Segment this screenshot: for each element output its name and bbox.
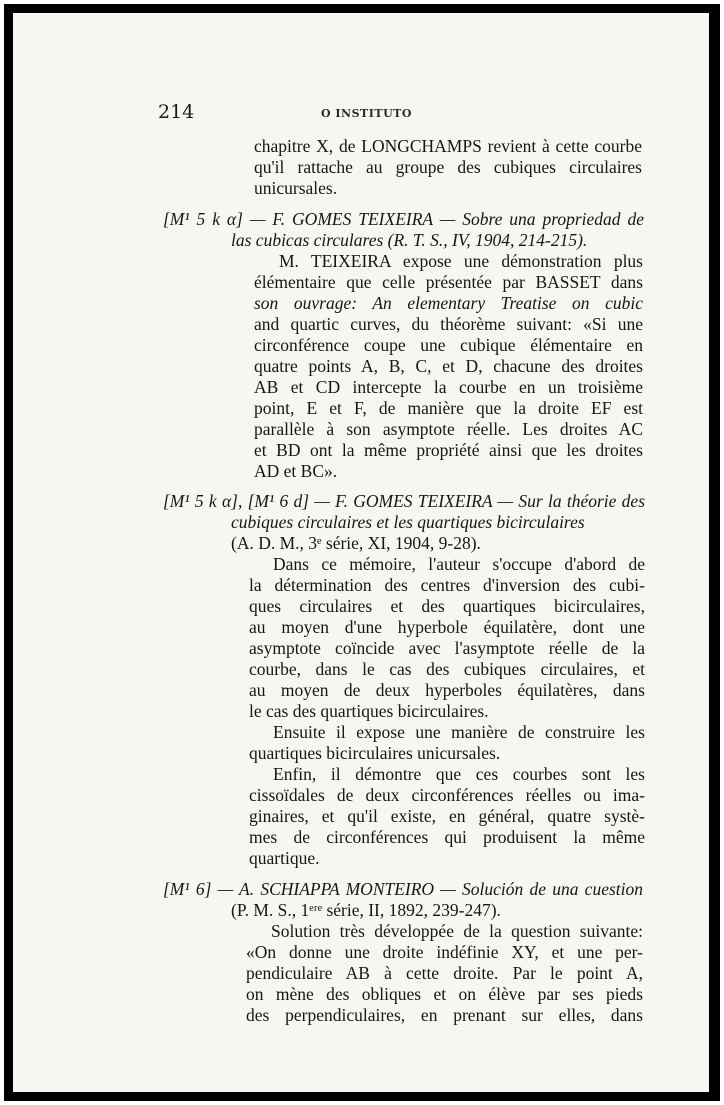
text-line: pendiculaire AB à cette droite. Par le point A, [246,963,643,983]
text-line: parallèle à son asymptote réelle. Les droites AC [254,419,643,439]
text-line: le cas des quartiques bicirculaires. [249,701,489,721]
text-line: Enfin, il démontre que ces courbes sont les [273,764,645,784]
text-line: Ensuite il expose une manière de construire les [273,722,645,742]
text-line: chapitre X, de LONGCHAMPS revient à cette courbe [254,136,642,156]
entry-heading: [M¹ 5 k α] — F. GOMES TEIXEIRA — Sobre una propriedad de [163,209,644,229]
text-line: son ouvrage: An elementary Treatise on cubic [254,293,643,313]
text-line: mes de circonférences qui produisent la même [249,827,645,847]
text-line: quatre points A, B, C, et D, chacune des droites [254,356,643,376]
text-line: au moyen de deux hyperboles équilatères, dans [249,680,645,700]
entry-citation: las cubicas circulares (R. T. S., IV, 1904, 214-215). [231,230,588,250]
text-line: Solution très développée de la question suivante: [271,921,643,941]
text-line: courbe, dans le cas des cubiques circulaires, et [249,659,645,679]
text-line: point, E et F, de manière que la droite EF est [254,398,643,418]
page-number: 214 [158,101,195,123]
page-frame [4,4,720,1101]
document-page [13,13,709,1092]
entry-title: cubiques circulaires et les quartiques bicirculaires [231,512,585,532]
text-line: Dans ce mémoire, l'auteur s'occupe d'abord de [273,554,645,574]
text-line: asymptote coïncide avec l'asymptote réelle de la [249,638,645,658]
text-line: on mène des obliques et on élève par ses pieds [246,984,643,1004]
text-line: élémentaire que celle présentée par BASSET dans [254,272,643,292]
text-line: AD et BC». [254,461,338,481]
entry-heading: [M¹ 6] — A. SCHIAPPA MONTEIRO — Solución de una cuestion [163,879,643,899]
text-line: M. TEIXEIRA expose une démonstration plus [279,251,643,271]
text-line: la détermination des centres d'inversion des cubi- [249,575,645,595]
text-line: et BD ont la même propriété ainsi que les droites [254,440,643,460]
text-line: qu'il rattache au groupe des cubiques circulaires [254,157,642,177]
text-line: au moyen d'une hyperbole équilatère, dont une [249,617,645,637]
text-line: unicursales. [254,178,338,198]
text-line: cissoïdales de deux circonférences réelles ou ima- [249,785,645,805]
text-line: quartique. [249,848,320,868]
running-header [13,101,709,125]
text-line: des perpendiculaires, en prenant sur elles, dans [246,1005,643,1025]
entry-heading: [M¹ 5 k α], [M¹ 6 d] — F. GOMES TEIXEIRA — Sur la théorie des [163,491,645,511]
text-line: «On donne une droite indéfinie XY, et une per- [246,942,643,962]
entry-citation: (A. D. M., 3ᵉ série, XI, 1904, 9-28). [231,533,481,553]
text-line: ques circulaires et des quartiques bicirculaires, [249,596,645,616]
text-line: circonférence coupe une cubique élémentaire en [254,335,643,355]
text-line: quartiques bicirculaires unicursales. [249,743,501,763]
text-line: and quartic curves, du théorème suivant: «Si une [254,314,643,334]
entry-citation: (P. M. S., 1ᵉʳᵉ série, II, 1892, 239-247). [231,900,501,920]
text-line: ginaires, et qu'il existe, en général, quatre systè- [249,806,645,826]
journal-title: O INSTITUTO [321,107,412,120]
text-line: AB et CD intercepte la courbe en un troisième [254,377,643,397]
